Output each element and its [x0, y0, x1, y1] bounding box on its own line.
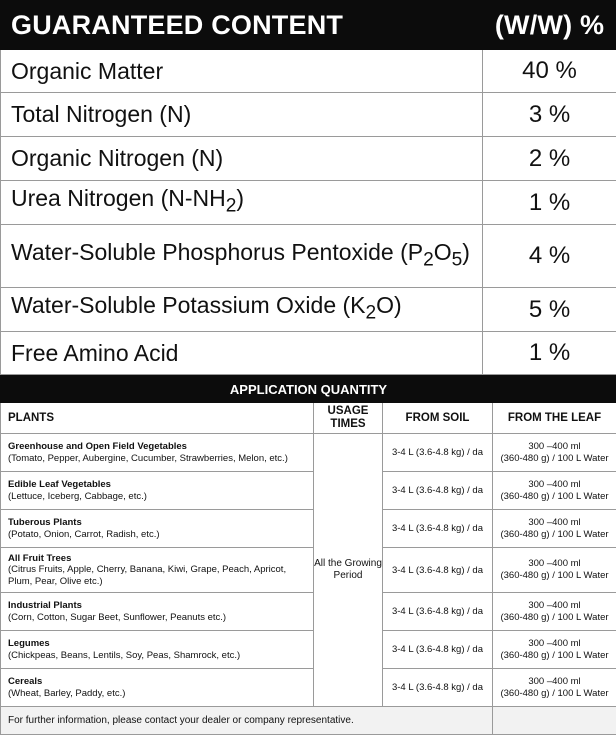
- content-row: [1, 332, 616, 375]
- guaranteed-content-title: GUARANTEED CONTENT: [1, 1, 483, 50]
- plant-cell: [1, 510, 314, 548]
- subscript: 2: [366, 303, 377, 324]
- content-row: [1, 50, 616, 93]
- table-row: [1, 548, 616, 593]
- plant-title: Cereals: [8, 676, 309, 688]
- content-name: [1, 225, 483, 288]
- plant-title: All Fruit Trees: [8, 553, 309, 565]
- leaf-dose: [493, 510, 616, 548]
- plant-examples: (Tomato, Pepper, Aubergine, Cucumber, Strawberries, Melon, etc.): [8, 453, 309, 465]
- name-text: O): [376, 292, 402, 318]
- subscript: 2: [423, 249, 434, 270]
- leaf-dose: [493, 472, 616, 510]
- plant-title: Legumes: [8, 638, 309, 650]
- leaf-dose-volume: 300 –400 ml: [528, 441, 580, 452]
- footer-row: [1, 707, 616, 735]
- table-row: [1, 434, 616, 472]
- plant-title: Edible Leaf Vegetables: [8, 479, 309, 491]
- name-text: O: [434, 239, 452, 265]
- plant-title: Tuberous Plants: [8, 517, 309, 529]
- soil-dose: 3-4 L (3.6-4.8 kg) / da: [383, 434, 493, 472]
- leaf-dose-volume: 300 –400 ml: [528, 638, 580, 649]
- table-row: [1, 593, 616, 631]
- content-value: 2 %: [483, 137, 616, 181]
- leaf-dose: [493, 669, 616, 707]
- table-row: [1, 472, 616, 510]
- name-text: Water-Soluble Potassium Oxide (K: [11, 292, 366, 318]
- plant-examples: (Potato, Onion, Carrot, Radish, etc.): [8, 529, 309, 541]
- plant-cell: [1, 472, 314, 510]
- leaf-dose-volume: 300 –400 ml: [528, 676, 580, 687]
- soil-dose: 3-4 L (3.6-4.8 kg) / da: [383, 548, 493, 593]
- plant-examples: (Wheat, Barley, Paddy, etc.): [8, 688, 309, 700]
- soil-dose: 3-4 L (3.6-4.8 kg) / da: [383, 669, 493, 707]
- table-row: [1, 631, 616, 669]
- subscript: 2: [226, 196, 237, 217]
- plant-title: Industrial Plants: [8, 600, 309, 612]
- from-leaf-header: FROM THE LEAF: [493, 403, 616, 434]
- guaranteed-content-header: [1, 1, 616, 50]
- content-name: Organic Matter: [1, 50, 483, 93]
- content-value: 1 %: [483, 181, 616, 225]
- content-row: [1, 288, 616, 332]
- leaf-dose-weight: (360-480 g) / 100 L Water: [500, 650, 608, 661]
- application-title: APPLICATION QUANTITY: [1, 376, 616, 403]
- soil-dose: 3-4 L (3.6-4.8 kg) / da: [383, 593, 493, 631]
- application-banner: [1, 376, 616, 403]
- leaf-dose-weight: (360-480 g) / 100 L Water: [500, 612, 608, 623]
- plants-header: PLANTS: [1, 403, 314, 434]
- plant-cell: [1, 631, 314, 669]
- name-text: ): [462, 239, 470, 265]
- plant-examples: (Chickpeas, Beans, Lentils, Soy, Peas, Shamrock, etc.): [8, 650, 309, 662]
- plant-examples: (Lettuce, Iceberg, Cabbage, etc.): [8, 491, 309, 503]
- content-value: 3 %: [483, 93, 616, 137]
- plant-examples: (Citrus Fruits, Apple, Cherry, Banana, Kiwi, Grape, Peach, Apricot, Plum, Pear, Olive etc.): [8, 564, 309, 587]
- leaf-dose-volume: 300 –400 ml: [528, 517, 580, 528]
- name-text: ): [236, 185, 244, 211]
- leaf-dose: [493, 434, 616, 472]
- content-name: [1, 288, 483, 332]
- content-name: [1, 181, 483, 225]
- leaf-dose-weight: (360-480 g) / 100 L Water: [500, 453, 608, 464]
- soil-dose: 3-4 L (3.6-4.8 kg) / da: [383, 472, 493, 510]
- name-text: Urea Nitrogen (N-NH: [11, 185, 226, 211]
- from-soil-header: FROM SOIL: [383, 403, 493, 434]
- soil-dose: 3-4 L (3.6-4.8 kg) / da: [383, 510, 493, 548]
- leaf-dose: [493, 593, 616, 631]
- leaf-dose-volume: 300 –400 ml: [528, 558, 580, 569]
- plant-cell: [1, 669, 314, 707]
- footer-blank-cell: [493, 707, 616, 735]
- content-row: [1, 225, 616, 288]
- leaf-dose-volume: 300 –400 ml: [528, 600, 580, 611]
- content-value: 1 %: [483, 332, 616, 375]
- name-text: Water-Soluble Phosphorus Pentoxide (P: [11, 239, 423, 265]
- leaf-dose-weight: (360-480 g) / 100 L Water: [500, 491, 608, 502]
- subscript: 5: [452, 249, 463, 270]
- content-row: [1, 93, 616, 137]
- content-name: Organic Nitrogen (N): [1, 137, 483, 181]
- content-row: [1, 137, 616, 181]
- content-row: [1, 181, 616, 225]
- footer-note: For further information, please contact your dealer or company representative.: [1, 707, 493, 735]
- soil-dose: 3-4 L (3.6-4.8 kg) / da: [383, 631, 493, 669]
- usage-times-header: USAGE TIMES: [314, 403, 383, 434]
- table-row: [1, 510, 616, 548]
- content-value: 40 %: [483, 50, 616, 93]
- leaf-dose-weight: (360-480 g) / 100 L Water: [500, 688, 608, 699]
- content-value: 4 %: [483, 225, 616, 288]
- leaf-dose-weight: (360-480 g) / 100 L Water: [500, 570, 608, 581]
- plant-title: Greenhouse and Open Field Vegetables: [8, 441, 309, 453]
- table-row: [1, 669, 616, 707]
- usage-period: All the Growing Period: [314, 434, 383, 707]
- content-name: Free Amino Acid: [1, 332, 483, 375]
- leaf-dose: [493, 548, 616, 593]
- application-quantity-table: [0, 375, 616, 735]
- leaf-dose-weight: (360-480 g) / 100 L Water: [500, 529, 608, 540]
- plant-cell: [1, 434, 314, 472]
- percentage-unit-header: (W/W) %: [483, 1, 616, 50]
- leaf-dose-volume: 300 –400 ml: [528, 479, 580, 490]
- plant-examples: (Corn, Cotton, Sugar Beet, Sunflower, Peanuts etc.): [8, 612, 309, 624]
- plant-cell: [1, 548, 314, 593]
- content-value: 5 %: [483, 288, 616, 332]
- leaf-dose: [493, 631, 616, 669]
- content-name: Total Nitrogen (N): [1, 93, 483, 137]
- plant-cell: [1, 593, 314, 631]
- application-column-headers: [1, 403, 616, 434]
